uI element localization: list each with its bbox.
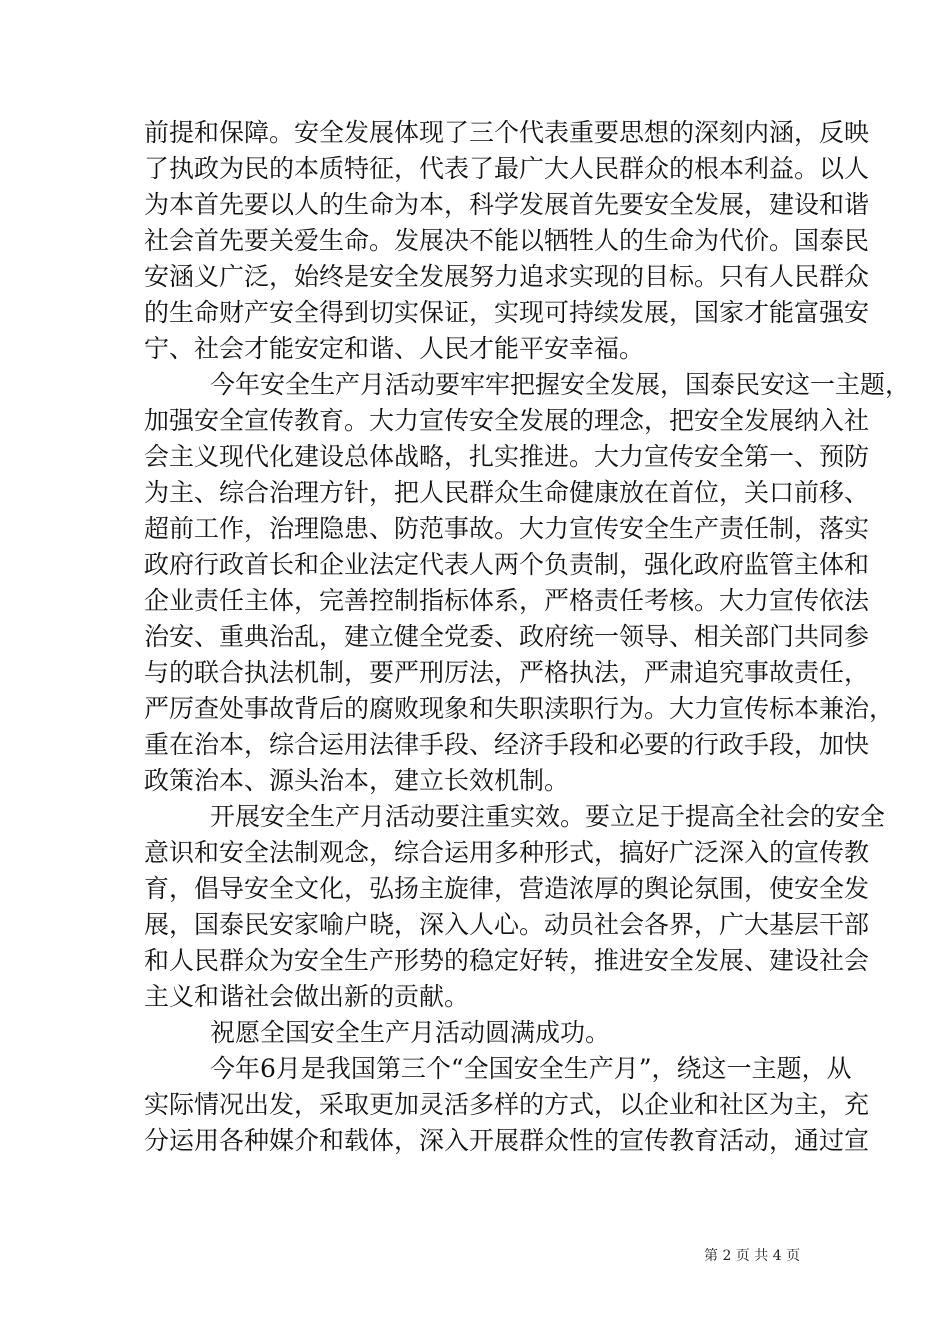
text-line: 为主、综合治理方针，把人民群众生命健康放在首位，关口前移、	[144, 478, 870, 507]
text-line: 治安、重典治乱，建立健全党委、政府统一领导、相关部门共同参	[144, 622, 870, 651]
text-line: 和人民群众为安全生产形势的稳定好转，推进安全发展、建设社会	[144, 946, 870, 975]
text-line: 政策治本、源头治本，建立长效机制。	[144, 766, 570, 795]
text-line: 政府行政首长和企业法定代表人两个负责制，强化政府监管主体和	[144, 550, 870, 579]
text-line: 展，国泰民安家喻户晓，深入人心。动员社会各界，广大基层干部	[144, 910, 870, 939]
text-line: 重在治本，综合运用法律手段、经济手段和必要的行政手段，加快	[144, 730, 870, 759]
text-line: 意识和安全法制观念，综合运用多种形式，搞好广泛深入的宣传教	[144, 838, 870, 867]
text-line: 主义和谐社会做出新的贡献。	[144, 982, 470, 1011]
text-line: 企业责任主体，完善控制指标体系，严格责任考核。大力宣传依法	[144, 586, 870, 615]
text-line: 与的联合执法机制，要严刑厉法，严格执法，严肃追究事故责任，	[144, 658, 870, 687]
text-line: 分运用各种媒介和载体，深入开展群众性的宣传教育活动，通过宣	[144, 1126, 870, 1155]
text-line: 社会首先要关爱生命。发展决不能以牺牲人的生命为代价。国泰民	[144, 226, 870, 255]
paragraph	[144, 1015, 808, 1051]
paragraph	[144, 799, 886, 1015]
text-line: 开展安全生产月活动要注重实效。要立足于提高全社会的安全	[210, 802, 886, 831]
paragraph	[144, 1051, 870, 1159]
page-number: 第 2 页 共 4 页	[704, 1248, 801, 1264]
text-line: 安涵义广泛，始终是安全发展努力追求实现的目标。只有人民群众	[144, 262, 870, 291]
text-line: 今年安全生产月活动要牢牢把握安全发展，国泰民安这一主题，	[210, 370, 911, 399]
paragraph	[144, 367, 911, 799]
document-body	[144, 115, 911, 1159]
text-line: 前提和保障。安全发展体现了三个代表重要思想的深刻内涵，反映	[144, 118, 870, 147]
text-line: 祝愿全国安全生产月活动圆满成功。	[210, 1018, 611, 1047]
text-line: 实际情况出发，采取更加灵活多样的方式，以企业和社区为主，充	[144, 1090, 870, 1119]
text-line: 的生命财产安全得到切实保证，实现可持续发展，国家才能富强安	[144, 298, 870, 327]
text-line: 了执政为民的本质特征，代表了最广大人民群众的根本利益。以人	[144, 154, 870, 183]
text-line: 严厉查处事故背后的腐败现象和失职渎职行为。大力宣传标本兼治，	[144, 694, 895, 723]
text-line: 宁、社会才能安定和谐、人民才能平安幸福。	[144, 334, 645, 363]
text-line: 育，倡导安全文化，弘扬主旋律，营造浓厚的舆论氛围，使安全发	[144, 874, 870, 903]
paragraph	[144, 115, 870, 367]
text-line: 今年6月是我国第三个“全国安全生产月”，绕这一主题，从	[210, 1054, 852, 1083]
text-line: 加强安全宣传教育。大力宣传安全发展的理念，把安全发展纳入社	[144, 406, 870, 435]
text-line: 为本首先要以人的生命为本，科学发展首先要安全发展，建设和谐	[144, 190, 870, 219]
text-line: 会主义现代化建设总体战略，扎实推进。大力宣传安全第一、预防	[144, 442, 870, 471]
text-line: 超前工作，治理隐患、防范事故。大力宣传安全生产责任制，落实	[144, 514, 870, 543]
